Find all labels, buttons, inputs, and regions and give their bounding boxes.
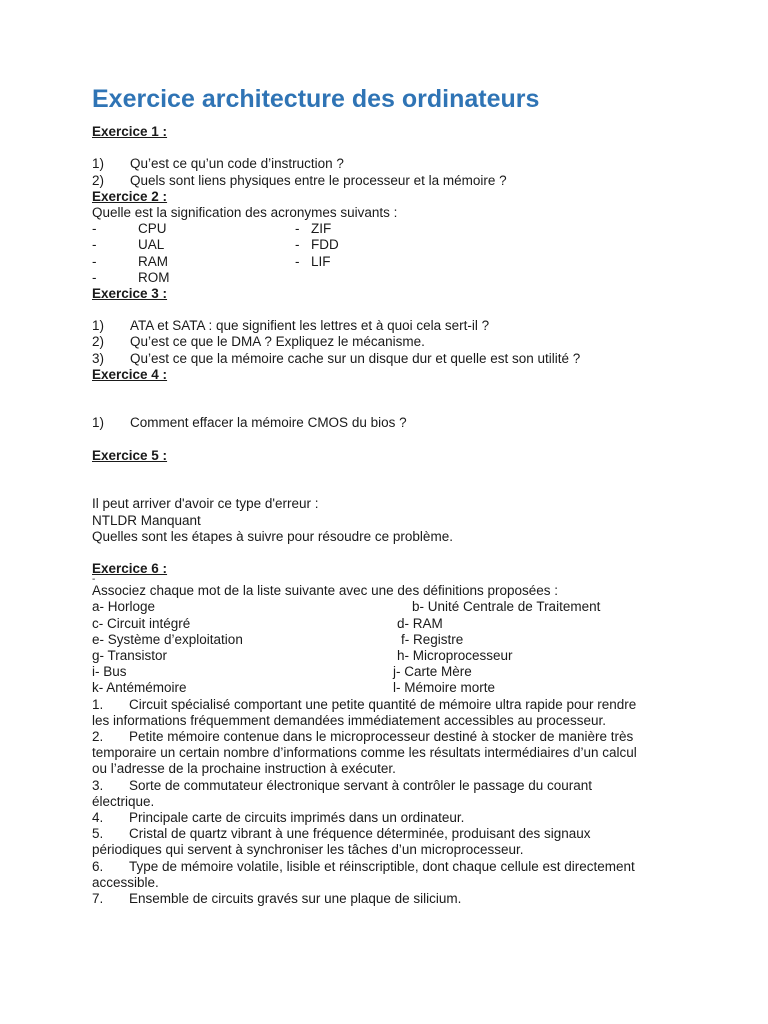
definition-item — [92, 891, 652, 907]
match-term-left: a- Horloge — [92, 599, 156, 615]
match-pair-row — [92, 664, 732, 680]
match-term-left: g- Transistor — [92, 648, 168, 664]
list-dash: - — [295, 221, 300, 237]
match-term-left: i- Bus — [92, 664, 127, 680]
exercise-6-heading: Exercice 6 : — [92, 561, 168, 577]
match-pair-row — [92, 616, 732, 632]
list-dash: - — [92, 221, 97, 237]
acronym-row — [92, 221, 732, 237]
match-term-left: k- Antémémoire — [92, 680, 187, 696]
definition-number: 3. — [92, 777, 104, 793]
definition-number: 1. — [92, 696, 104, 712]
exercise-4-heading: Exercice 4 : — [92, 366, 168, 382]
definition-number: 6. — [92, 858, 104, 874]
acronym-row — [92, 254, 732, 270]
acronym-left: ROM — [138, 269, 170, 285]
definition-number: 2. — [92, 729, 104, 744]
definition-item — [92, 810, 652, 826]
definition-number: 5. — [92, 826, 104, 842]
exercise-1-question-2 — [92, 173, 732, 189]
question-number: 2) — [92, 334, 105, 350]
question-text: Qu’est ce que le DMA ? Expliquez le mécanisme. — [130, 334, 425, 350]
list-dash: - — [92, 237, 97, 253]
match-term-left: e- Système d’exploitation — [92, 631, 243, 647]
question-text: Quels sont liens physiques entre le processeur et la mémoire ? — [130, 172, 507, 188]
definition-item — [92, 859, 652, 891]
match-pair-row — [92, 648, 732, 664]
stray-dash: - — [92, 574, 96, 586]
exercise-5-heading: Exercice 5 : — [92, 447, 168, 463]
match-term-right: f- Registre — [401, 631, 464, 647]
acronym-row — [92, 270, 732, 286]
question-number: 3) — [92, 350, 105, 366]
question-text: Comment effacer la mémoire CMOS du bios ? — [130, 415, 407, 431]
question-number: 1) — [92, 318, 105, 334]
exercise-5-line-2: NTLDR Manquant — [92, 512, 201, 528]
match-term-right: d- RAM — [397, 615, 443, 631]
definition-text: Principale carte de circuits imprimés dans un ordinateur. — [129, 810, 465, 826]
definition-text: Ensemble de circuits gravés sur une plaque de silicium. — [129, 891, 462, 907]
match-term-right: b- Unité Centrale de Traitement — [412, 599, 601, 615]
definition-item — [92, 778, 652, 810]
match-pair-row — [92, 680, 732, 696]
acronym-left: RAM — [138, 253, 168, 269]
definition-text: Circuit spécialisé comportant une petite quantité de mémoire ultra rapide pour rendre les informations fréquemment demandées immédiatement accessibles au processeur. — [92, 696, 637, 728]
acronym-row — [92, 237, 732, 253]
acronym-right: FDD — [311, 237, 339, 253]
definition-number: 7. — [92, 891, 104, 907]
definition-item — [92, 697, 652, 729]
exercise-1-heading: Exercice 1 : — [92, 124, 168, 139]
exercise-1-question-1 — [92, 156, 732, 172]
definition-item — [92, 826, 652, 858]
definition-text: Sorte de commutateur électronique servant à contrôler le passage du courant électrique. — [92, 777, 593, 809]
match-term-right: h- Microprocesseur — [397, 648, 513, 664]
definition-text: Petite mémoire contenue dans le microprocesseur destiné à stocker de manière très temporaire un certain nombre d’informations comme les résultats intermédiaires d’un calcul ou l’adresse de la prochaine instruction à exécuter. — [92, 729, 637, 777]
exercise-5-line-1: Il peut arriver d'avoir ce type d'erreur : — [92, 496, 319, 512]
acronym-right: LIF — [311, 253, 331, 269]
question-number: 1) — [92, 415, 105, 431]
match-term-right: l- Mémoire morte — [393, 680, 496, 696]
question-text: Qu’est ce qu’un code d’instruction ? — [130, 156, 344, 172]
exercise-2-heading: Exercice 2 : — [92, 188, 168, 204]
list-dash: - — [92, 253, 97, 269]
match-pair-row — [92, 632, 732, 648]
exercise-3-question-1 — [92, 318, 732, 334]
match-pair-row — [92, 599, 732, 615]
document-page — [92, 84, 732, 907]
definition-number: 4. — [92, 810, 104, 826]
page-title: Exercice architecture des ordinateurs — [92, 85, 540, 113]
exercise-5-line-3: Quelles sont les étapes à suivre pour résoudre ce problème. — [92, 528, 453, 544]
match-term-left: c- Circuit intégré — [92, 615, 191, 631]
definition-text: Type de mémoire volatile, lisible et réinscriptible, dont chaque cellule est directement accessible. — [92, 858, 635, 890]
list-dash: - — [92, 269, 97, 285]
exercise-3-question-3 — [92, 351, 732, 367]
acronym-right: ZIF — [311, 221, 332, 237]
definition-item — [92, 729, 652, 778]
acronym-left: UAL — [138, 237, 165, 253]
question-text: Qu’est ce que la mémoire cache sur un disque dur et quelle est son utilité ? — [130, 350, 581, 366]
question-number: 2) — [92, 172, 105, 188]
list-dash: - — [295, 237, 300, 253]
definition-text: Cristal de quartz vibrant à une fréquence déterminée, produisant des signaux périodiques qui servent à synchroniser les tâches d’un microprocesseur. — [92, 826, 591, 858]
exercise-6-intro: Associez chaque mot de la liste suivante avec une des définitions proposées : — [92, 583, 559, 599]
exercise-4-question-1 — [92, 415, 732, 431]
question-number: 1) — [92, 156, 105, 172]
question-text: ATA et SATA : que signifient les lettres et à quoi cela sert-il ? — [130, 318, 490, 334]
exercise-3-question-2 — [92, 334, 732, 350]
acronym-left: CPU — [138, 221, 167, 237]
exercise-3-heading: Exercice 3 : — [92, 285, 168, 301]
match-term-right: j- Carte Mère — [393, 664, 472, 680]
exercise-2-intro: Quelle est la signification des acronymes suivants : — [92, 204, 398, 220]
list-dash: - — [295, 253, 300, 269]
